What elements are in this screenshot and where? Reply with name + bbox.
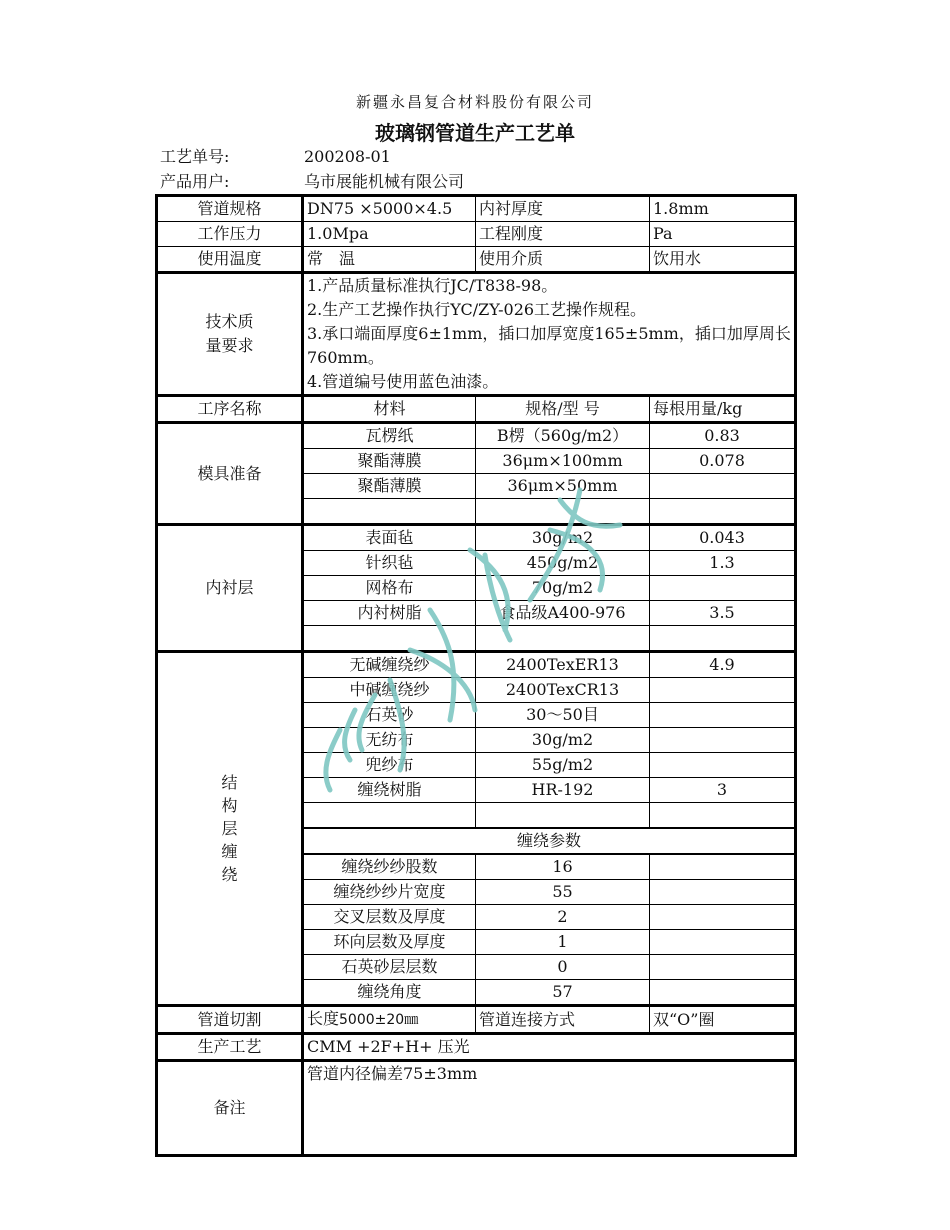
- material-cell: 网格布: [303, 576, 476, 601]
- material-cell: [303, 803, 476, 829]
- document-title: 玻璃钢管道生产工艺单: [375, 121, 575, 145]
- notes-row: [157, 1061, 796, 1156]
- usage-cell: [650, 626, 796, 652]
- param-extra: [650, 880, 796, 905]
- material-cell: 聚酯薄膜: [303, 474, 476, 499]
- process-value: CMM +2F+H+ 压光: [303, 1034, 796, 1061]
- material-cell: 表面毡: [303, 525, 476, 551]
- connection-value: 双“O”圈: [650, 1006, 796, 1034]
- liner-section-label: 内衬层: [157, 525, 303, 652]
- material-cell: 无纺布: [303, 728, 476, 753]
- mould-section-label: 模具准备: [157, 423, 303, 525]
- usage-cell: 0.83: [650, 423, 796, 449]
- structure-label-char: 结: [221, 772, 238, 792]
- table-row: [157, 652, 796, 678]
- material-cell: 缠绕树脂: [303, 778, 476, 803]
- usage-cell: 3: [650, 778, 796, 803]
- temperature-label: 使用温度: [157, 247, 303, 273]
- spec-cell: 2400TexER13: [476, 652, 650, 678]
- pressure-label: 工作压力: [157, 222, 303, 247]
- requirements-row: [157, 273, 796, 396]
- cutting-label: 管道切割: [157, 1006, 303, 1034]
- requirement-line: 2.生产工艺操作执行YC/ZY-026工艺操作规程。: [307, 300, 647, 319]
- requirement-line: 4.管道编号使用蓝色油漆。: [307, 372, 499, 391]
- spec-cell: 30g/m2: [476, 525, 650, 551]
- usage-cell: 1.3: [650, 551, 796, 576]
- spec-cell: 36μm×100mm: [476, 449, 650, 474]
- requirement-line: 3.承口端面厚度6±1mm，插口加厚宽度165±5mm，插口加厚周长760mm。: [307, 324, 791, 367]
- spec-cell: 30～50目: [476, 703, 650, 728]
- param-extra: [650, 980, 796, 1006]
- requirements-label-line: 技术质: [205, 312, 254, 331]
- material-cell: 针织毡: [303, 551, 476, 576]
- material-cell: 石英砂: [303, 703, 476, 728]
- cutting-length-value: 5000±20㎜: [339, 1012, 419, 1028]
- param-value: 2: [476, 905, 650, 930]
- usage-cell: 0.043: [650, 525, 796, 551]
- winding-params-title: 缠绕参数: [303, 828, 796, 854]
- spec-cell: 55g/m2: [476, 753, 650, 778]
- usage-cell: [650, 499, 796, 525]
- structure-label-char: 层: [221, 818, 238, 838]
- material-cell: [303, 626, 476, 652]
- param-name: 石英砂层层数: [303, 955, 476, 980]
- structure-section-label: [157, 652, 303, 1006]
- stiffness-value: Pa: [650, 222, 796, 247]
- material-cell: 聚酯薄膜: [303, 449, 476, 474]
- param-name: 交叉层数及厚度: [303, 905, 476, 930]
- column-header-usage: 每根用量/kg: [650, 396, 796, 423]
- param-value: 1: [476, 930, 650, 955]
- column-header-process: 工序名称: [157, 396, 303, 423]
- spec-cell: 450g/m2: [476, 551, 650, 576]
- cutting-length: [303, 1006, 476, 1034]
- requirement-line: 1.产品质量标准执行JC/T838-98。: [307, 276, 558, 295]
- requirements-label-line: 量要求: [205, 336, 254, 355]
- param-name: 环向层数及厚度: [303, 930, 476, 955]
- param-value: 0: [476, 955, 650, 980]
- usage-cell: [650, 803, 796, 829]
- notes-label: 备注: [157, 1061, 303, 1156]
- usage-cell: [650, 728, 796, 753]
- pressure-value: 1.0Mpa: [303, 222, 476, 247]
- spec-cell: [476, 803, 650, 829]
- param-extra: [650, 854, 796, 880]
- param-extra: [650, 930, 796, 955]
- spec-cell: [476, 499, 650, 525]
- requirements-text: [303, 273, 796, 396]
- stiffness-label: 工程刚度: [476, 222, 650, 247]
- liner-thickness-label: 内衬厚度: [476, 196, 650, 222]
- param-name: 缠绕纱纱片宽度: [303, 880, 476, 905]
- table-row: [157, 423, 796, 449]
- medium-value: 饮用水: [650, 247, 796, 273]
- spec-cell: B楞（560g/m2）: [476, 423, 650, 449]
- cutting-length-prefix: 长度: [307, 1009, 340, 1028]
- column-header-material: 材料: [303, 396, 476, 423]
- temperature-value: 常 温: [303, 247, 476, 273]
- material-cell: 瓦楞纸: [303, 423, 476, 449]
- usage-cell: [650, 576, 796, 601]
- param-extra: [650, 955, 796, 980]
- customer-row: [160, 171, 464, 193]
- param-value: 55: [476, 880, 650, 905]
- spec-cell: 食品级A400-976: [476, 601, 650, 626]
- medium-label: 使用介质: [476, 247, 650, 273]
- material-cell: [303, 499, 476, 525]
- param-name: 缠绕纱纱股数: [303, 854, 476, 880]
- structure-label-char: 构: [221, 795, 238, 815]
- customer-value: 乌市展能机械有限公司: [304, 172, 465, 191]
- pipe-spec-label: 管道规格: [157, 196, 303, 222]
- param-value: 16: [476, 854, 650, 880]
- process-sheet-table: [155, 194, 797, 1157]
- order-number-row: [160, 146, 391, 168]
- usage-cell: [650, 678, 796, 703]
- usage-cell: [650, 753, 796, 778]
- spec-row: [157, 222, 796, 247]
- process-label: 生产工艺: [157, 1034, 303, 1061]
- param-extra: [650, 905, 796, 930]
- process-row: [157, 1034, 796, 1061]
- column-header-spec: 规格/型 号: [476, 396, 650, 423]
- usage-cell: 0.078: [650, 449, 796, 474]
- material-cell: 兜纱布: [303, 753, 476, 778]
- pipe-spec-value: DN75 ×5000×4.5: [303, 196, 476, 222]
- usage-cell: 4.9: [650, 652, 796, 678]
- requirements-label: [157, 273, 303, 396]
- spec-cell: 30g/m2: [476, 728, 650, 753]
- spec-cell: HR-192: [476, 778, 650, 803]
- structure-label-char: 绕: [221, 864, 238, 884]
- spec-row: [157, 196, 796, 222]
- spec-cell: [476, 626, 650, 652]
- spec-cell: 2400TexCR13: [476, 678, 650, 703]
- cutting-row: [157, 1006, 796, 1034]
- liner-thickness-value: 1.8mm: [650, 196, 796, 222]
- usage-cell: [650, 474, 796, 499]
- usage-cell: 3.5: [650, 601, 796, 626]
- order-number-label: 工艺单号:: [160, 147, 230, 166]
- order-number-value: 200208-01: [304, 147, 391, 166]
- param-value: 57: [476, 980, 650, 1006]
- connection-label: 管道连接方式: [476, 1006, 650, 1034]
- material-cell: 无碱缠绕纱: [303, 652, 476, 678]
- column-header-row: [157, 396, 796, 423]
- spec-cell: 70g/m2: [476, 576, 650, 601]
- param-name: 缠绕角度: [303, 980, 476, 1006]
- structure-label-char: 缠: [221, 841, 238, 861]
- material-cell: 内衬树脂: [303, 601, 476, 626]
- customer-label: 产品用户:: [160, 172, 230, 191]
- usage-cell: [650, 703, 796, 728]
- material-cell: 中碱缠绕纱: [303, 678, 476, 703]
- spec-cell: 36μm×50mm: [476, 474, 650, 499]
- notes-value: 管道内径偏差75±3mm: [303, 1061, 796, 1156]
- table-row: [157, 525, 796, 551]
- spec-row: [157, 247, 796, 273]
- company-name: 新疆永昌复合材料股份有限公司: [355, 93, 594, 111]
